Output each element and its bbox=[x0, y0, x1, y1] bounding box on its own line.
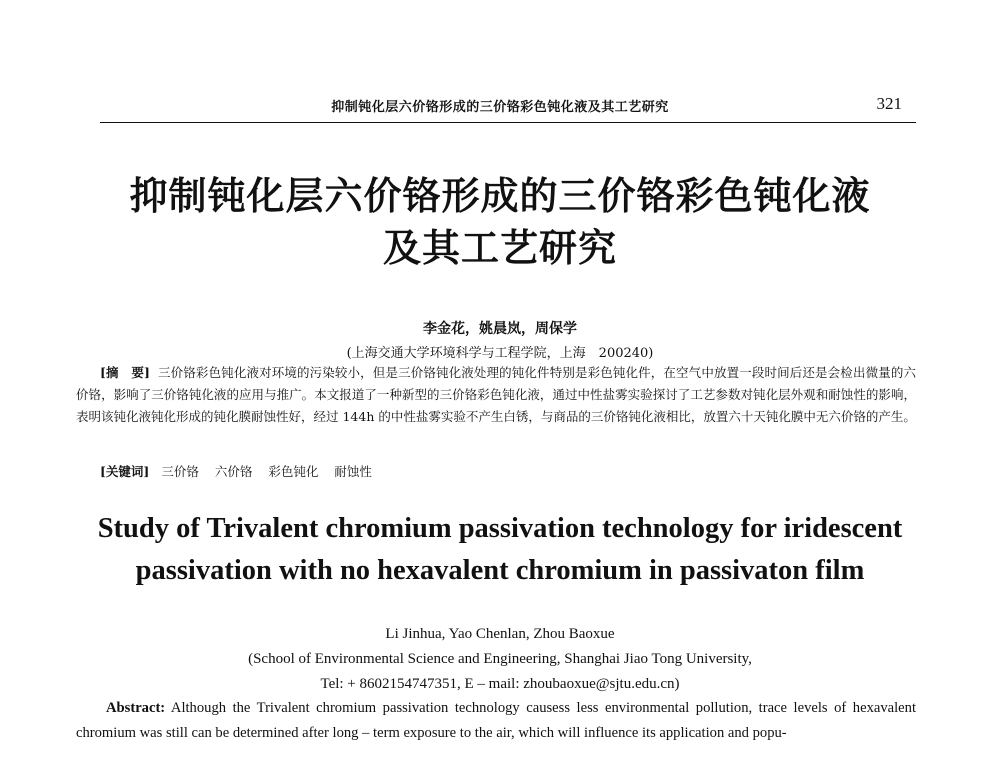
chinese-abstract-label: [摘 要] bbox=[100, 365, 150, 380]
english-abstract-text: Although the Trivalent chromium passivation technology causess less environmental pollution, trace levels of hexavalent chromium was still can be determined after long – term exposure to the air, which will influence its application and popu- bbox=[76, 700, 917, 741]
chinese-keywords-label: [关键词] bbox=[100, 464, 150, 479]
chinese-authors: 李金花，姚晨岚，周保学 bbox=[423, 321, 577, 337]
running-title: 抑制钝化层六价铬形成的三价铬彩色钝化液及其工艺研究 bbox=[331, 100, 669, 115]
chinese-abstract bbox=[76, 362, 916, 428]
english-contact: Tel: + 8602154747351, E – mail: zhoubaoxue@sjtu.edu.cn) bbox=[320, 676, 680, 692]
english-affiliation: (School of Environmental Science and Engineering, Shanghai Jiao Tong University, bbox=[248, 651, 752, 667]
page-number: 321 bbox=[876, 94, 902, 113]
keyword: 彩色钝化 bbox=[268, 464, 319, 479]
keyword: 耐蚀性 bbox=[334, 464, 372, 479]
chinese-keywords bbox=[100, 462, 384, 480]
header-rule bbox=[100, 122, 916, 123]
chinese-title-line-2: 及其工艺研究 bbox=[382, 225, 617, 270]
chinese-title-line-1: 抑制钝化层六价铬形成的三价铬彩色钝化液 bbox=[129, 173, 871, 218]
keyword: 六价铬 bbox=[214, 464, 253, 479]
chinese-abstract-text: 三价铬彩色钝化液对环境的污染较小，但是三价铬钝化液处理的钝化件特别是彩色钝化件，在空气中放置一段时间后还是会检出微量的六价铬，影响了三价铬钝化液的应用与推广。本文报道了一种新型的三价铬彩色钝化液，通过中性盐雾实验探讨了工艺参数对钝化层外观和耐蚀性的影响，表明该钝化液钝化形成的钝化膜耐蚀性好，经过 144h 的中性盐雾实验不产生白锈，与商品的三价铬钝化液相比，放置六十天钝化膜中无六价铬的产生。 bbox=[76, 365, 916, 424]
english-abstract bbox=[76, 696, 916, 746]
keyword: 三价铬 bbox=[161, 464, 199, 479]
english-title-line-2: passivation with no hexavalent chromium in passivaton film bbox=[135, 555, 865, 586]
english-title bbox=[60, 508, 940, 592]
chinese-title bbox=[0, 170, 1000, 274]
chinese-affiliation: (上海交通大学环境科学与工程学院，上海 200240) bbox=[346, 346, 654, 361]
english-title-line-1: Study of Trivalent chromium passivation technology for iridescent bbox=[97, 513, 903, 544]
english-authors: Li Jinhua, Yao Chenlan, Zhou Baoxue bbox=[385, 626, 615, 642]
english-abstract-label: Abstract: bbox=[106, 700, 166, 716]
